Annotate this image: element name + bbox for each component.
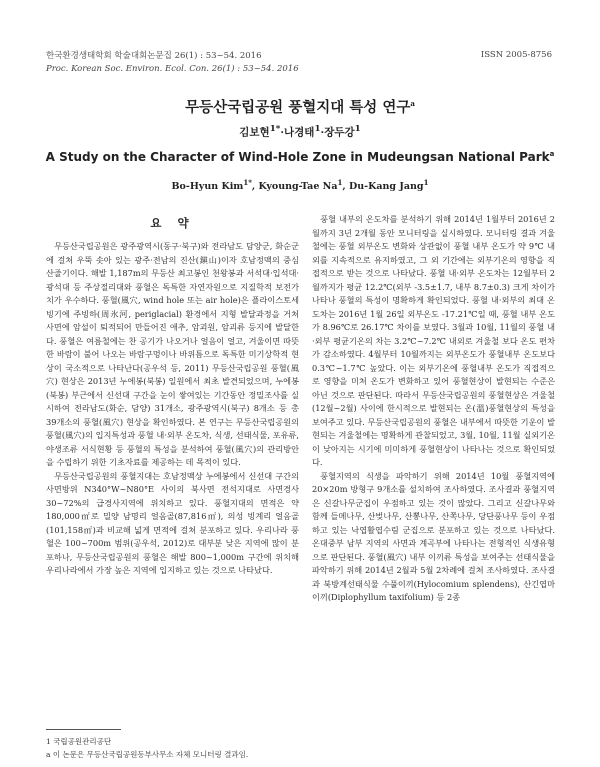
author-ko-1: 김보현	[239, 126, 270, 139]
author-en-2: , Kyoung-Tae Na	[251, 181, 338, 193]
authors-korean	[0, 124, 600, 140]
footnote-affiliation: 1 국립공원관리공단	[46, 737, 112, 746]
title-korean-footnote-mark: a	[410, 99, 415, 109]
right-paragraph-2: 풍혈지역의 식생을 파악하기 위해 2014년 10월 풍혈지역에 20×20m 방형구 9개소를 설치하여 조사하였다. 조사결과 풍혈지역은 신갈나무군집이 우점하고 있는 것이 많았다. 그리고 신갈나무와 함께 들메나무, 산벚나무, 산뽕나무, 산쪽나무, 당단풍나무 등이 우점하고 있는 낙엽활엽수림 군집으로 분포하고 있는 것으로 나타났다. 온대중부 남부 지역의 사면과 계곡부에 나타나는 전형적인 식생유형으로 판단된다. 풍혈(風穴) 내부 이끼류 특성을 보여주는 선태식물을 파악하기 위해 2014년 2월과 5월 2차례에 걸쳐 조사하였다. 조사결과 북방계선태식물 수풀이끼(Hylocomium splendens), 산긴엽마이끼(Diplophyllum taxifolium) 등 2종	[312, 470, 555, 602]
author-en-3: , Du-Kang Jang	[342, 181, 424, 193]
author-en-2-mark: 1	[337, 178, 343, 187]
author-en-1: Bo-Hyun Kim	[171, 181, 244, 193]
left-column	[46, 240, 299, 695]
right-column	[312, 213, 555, 718]
title-korean-text: 무등산국립공원 풍혈지대 특성 연구	[185, 99, 411, 116]
issn: ISSN 2005-8756	[480, 50, 552, 60]
title-english	[0, 150, 600, 164]
left-paragraph-1: 무등산국립공원은 광주광역시(동구·북구)와 전라남도 담양군, 화순군에 걸쳐 우뚝 솟아 있는 광주·전남의 진산(鎭山)이자 호남정맥의 중심 산줄기이다. 해발 1,187m의 무등산 최고봉인 천왕봉과 서석대·입석대·광석대 등 주상절리대와 풍혈은 독특한 자연자원으로 지질학적 보전가치가 우수하다. 풍혈(風穴, wind hole 또는 air hole)은 플라이스토세 빙기에 주빙하(周氷河, periglacial) 환경에서 지형 발달과정을 거쳐 사면에 암설이 퇴적되어 만들어진 애추, 암괴원, 암괴류 등지에 발달한다. 풍혈은 여름철에는 찬 공기가 나오거나 얼음이 얼고, 겨울이면 따뜻한 바람이 불어 나오는 바람구멍이나 바위틈으로 독특한 미기상학적 현상이 국소적으로 나타난다(공우석 등, 2011) 무등산국립공원 풍혈(風穴) 현상은 2013년 누에봉(북봉) 일원에서 최초 발견되었으며, 누에봉(북봉) 부근에서 신선대 구간을 눈이 쌓여있는 기간동안 정밀조사를 실시하여 전라남도(화순, 담양) 31개소, 광주광역시(북구) 8개소 등 총 39개소의 풍혈(風穴) 현상을 확인하였다. 본 연구는 무등산국립공원의 풍혈(風穴)의 입지특성과 풍혈 내·외부 온도차, 식생, 선태식물, 포유류, 야생조류 서식현황 등 풍혈의 특성을 분석하여 풍혈(風穴)의 관리방안을 수립하기 위한 기초자료를 제공하는 데 목적이 있다.	[46, 241, 299, 467]
authors-english	[0, 178, 600, 192]
author-ko-2-mark: 1	[314, 124, 321, 134]
author-ko-2: ·나경태	[280, 126, 315, 139]
author-en-1-mark: 1*	[243, 178, 252, 187]
journal-header	[46, 50, 299, 76]
journal-citation-ko: 한국환경생태학회 학술대회논문집 26(1) : 53~54. 2016	[46, 51, 262, 61]
footnote-divider	[46, 729, 121, 730]
author-ko-3-mark: 1	[354, 124, 361, 134]
footnote-source: a 이 논문은 무등산국립공원동부사무소 자체 모니터링 결과임.	[46, 750, 249, 759]
title-english-footnote-mark: a	[549, 150, 555, 158]
journal-citation-en: Proc. Korean Soc. Environ. Ecol. Con. 26(1) : 53~54. 2016	[46, 64, 299, 74]
title-korean	[0, 96, 600, 117]
left-paragraph-2: 무등산국립공원의 풍혈지대는 호남정맥상 누에봉에서 신선대 구간의 사면방위 N340°W~N80°E 사이의 북사면 전석지대로 사면경사 30~72%의 급경사지역에 위치하고 있다. 풍혈지대의 면적은 약 180,000㎡로 밀양 남명리 얼음골(87,816㎡), 의성 빙계리 얼음골(101,158㎡)과 비교해 넓게 면적에 걸쳐 분포하고 있다. 우리나라 풍혈은 100~700m 범위(공우석, 2012)로 대부분 낮은 지역에 많이 분포하나, 무등산국립공원의 풍혈은 해발 800~1,000m 구간에 위치해 우리나라에서 가장 높은 지역에 입지하고 있는 것으로 나타났다.	[46, 470, 299, 575]
title-english-text: A Study on the Character of Wind-Hole Zone in Mudeungsan National Park	[45, 150, 550, 164]
author-en-3-mark: 1	[423, 178, 429, 187]
author-ko-1-mark: 1*	[269, 124, 281, 134]
right-paragraph-1: 풍혈 내부의 온도차를 분석하기 위해 2014년 1월부터 2016년 2월까지 3년 2개월 동안 모니터링을 실시하였다. 모니터링 결과 겨울철에는 풍혈 외부온도 변화와 상관없이 풍혈 내부 온도가 약 9℃ 내외를 지속적으로 유지하였고, 그 외 기간에는 외부기온의 영향을 직접적으로 받는 것으로 나타났다. 풍혈 내·외부 온도차는 12월부터 2월까지가 평균 12.2℃(외부 -3.5±1.7, 내부 8.7±0.3) 크게 차이가 나타나 풍혈의 특성이 명확하게 확인되었다. 풍혈 내·외부의 최대 온도차는 2016년 1월 26일 외부온도 -17.21℃일 때, 풍혈 내부 온도가 8.96℃로 26.17℃ 차이를 보였다. 3월과 10월, 11월의 풍혈 내·외부 평균기온의 차는 3.2℃~7.2℃ 내외로 겨울철 보다 온도 편차가 감소하였다. 4월부터 10월까지는 외부온도가 풍혈내부 온도보다 0.3℃~1.7℃ 높았다. 이는 외부기온에 풍혈내부 온도가 직접적으로 영향을 미쳐 온도가 변화하고 있어 풍혈현상이 발현되는 수준은 아닌 것으로 판단된다. 따라서 무등산국립공원의 풍혈현상은 겨울철(12월~2월) 사이에 한시적으로 발현되는 온(溫)풍혈현상의 특성을 보여주고 있다. 무등산국립공원의 풍혈은 내부에서 따뜻한 기운이 발현되는 겨울철에는 명확하게 관찰되었고, 3월, 10월, 11월 실외기온이 낮아지는 시기에 미미하게 풍혈현상이 나타나는 것으로 확인되었다.	[312, 214, 555, 467]
author-ko-3: ·장두강	[320, 126, 355, 139]
abstract-heading: 요 약	[150, 216, 195, 230]
